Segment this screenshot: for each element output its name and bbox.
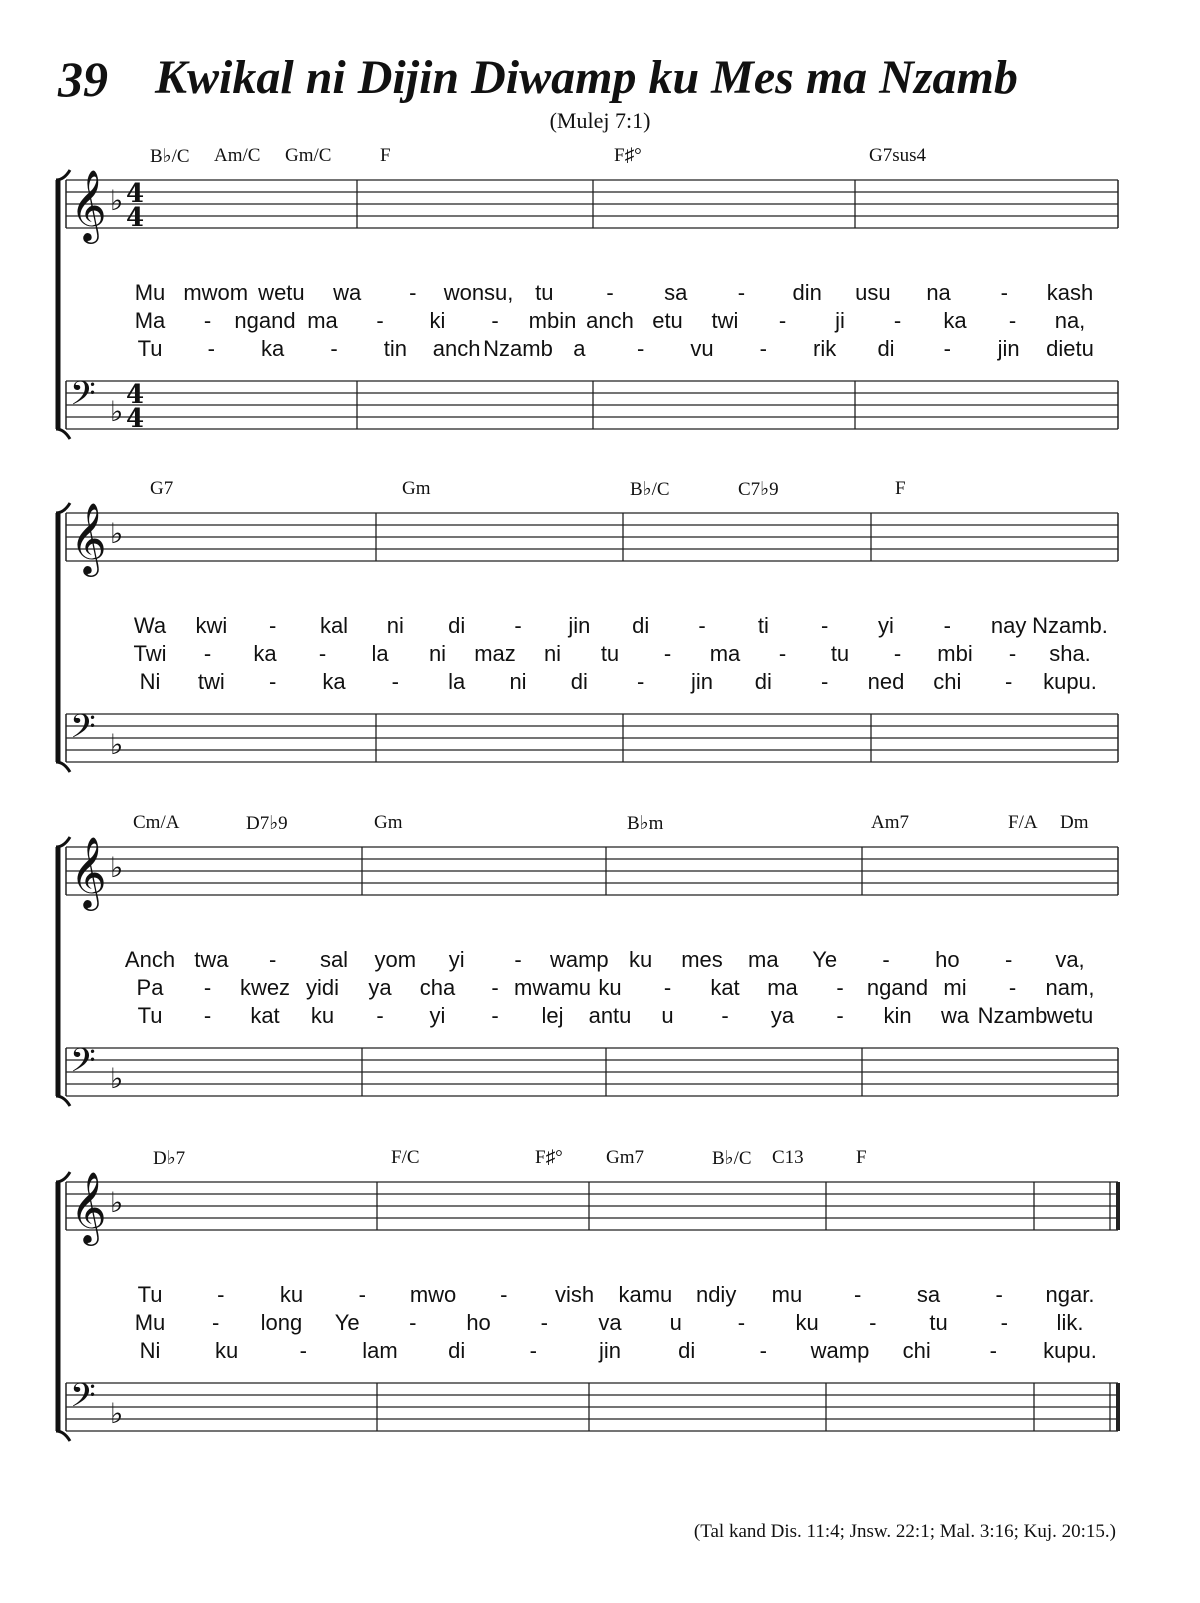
lyric-syllable: - bbox=[1000, 280, 1008, 305]
lyric-syllable: ya bbox=[770, 1003, 795, 1028]
chord-symbol: F/C bbox=[391, 1147, 420, 1168]
treble-clef-icon: 𝄞 bbox=[70, 168, 107, 241]
lyric-syllable: u bbox=[669, 1310, 682, 1335]
lyric-syllable: anch bbox=[432, 336, 481, 361]
lyric-syllable: kat bbox=[250, 1003, 280, 1028]
lyric-syllable: tu bbox=[600, 641, 620, 666]
key-signature-flat-icon: ♭ bbox=[110, 184, 124, 217]
lyric-syllable: yi bbox=[429, 1003, 446, 1028]
chord-symbol: Gm bbox=[374, 812, 403, 833]
lyric-syllable: - bbox=[820, 669, 829, 694]
title-row bbox=[58, 50, 1158, 114]
lyric-syllable: kamu bbox=[618, 1282, 673, 1307]
lyric-syllable: va bbox=[598, 1310, 622, 1335]
lyric-syllable: ka bbox=[261, 336, 285, 361]
lyric-syllable: - bbox=[636, 669, 645, 694]
chord-symbol: Cm/A bbox=[133, 812, 180, 833]
chord-symbol: F bbox=[895, 478, 906, 499]
music-system bbox=[0, 1147, 1200, 1457]
lyric-syllable: twa bbox=[194, 947, 229, 972]
lyric-syllable: - bbox=[836, 975, 844, 1000]
lyric-syllable: Nzamb bbox=[483, 336, 553, 361]
lyric-syllable: lik. bbox=[1056, 1310, 1084, 1335]
lyric-syllable: mes bbox=[681, 947, 723, 972]
lyric-syllable: Ma bbox=[134, 308, 166, 333]
lyric-syllable: sha. bbox=[1049, 641, 1091, 666]
lyric-syllable: - bbox=[207, 336, 215, 361]
lyric-syllable: kupu. bbox=[1043, 1338, 1097, 1363]
chord-symbol: Gm/C bbox=[285, 145, 332, 166]
lyric-syllable: nam, bbox=[1045, 975, 1095, 1000]
lyric-syllable: ned bbox=[867, 669, 905, 694]
lyric-syllable: kupu. bbox=[1043, 669, 1097, 694]
lyric-syllable: sa bbox=[664, 280, 688, 305]
lyric-syllable: ho bbox=[466, 1310, 491, 1335]
time-signature-digit: 4 bbox=[126, 179, 145, 209]
lyric-syllable: - bbox=[299, 1338, 307, 1363]
chord-symbol: F bbox=[856, 1147, 867, 1168]
chord-symbol: Gm bbox=[402, 478, 431, 499]
lyric-line-verse-1 bbox=[0, 280, 1200, 308]
lyric-line-verse-3 bbox=[0, 336, 1200, 364]
lyric-syllable: - bbox=[1004, 947, 1013, 972]
key-signature-flat-icon: ♭ bbox=[110, 1397, 124, 1430]
chord-symbol: D♭7 bbox=[153, 1148, 186, 1169]
lyric-syllable: - bbox=[268, 613, 277, 638]
lyric-syllable: Ye bbox=[812, 947, 838, 972]
treble-clef-icon: 𝄞 bbox=[70, 501, 107, 574]
lyric-syllable: ni bbox=[428, 641, 447, 666]
lyric-syllable: - bbox=[318, 641, 327, 666]
key-signature-flat-icon: ♭ bbox=[110, 1186, 124, 1219]
lyric-syllable: yi bbox=[878, 613, 894, 638]
lyric-syllable: yidi bbox=[305, 975, 340, 1000]
chord-symbol: F bbox=[380, 145, 391, 166]
hymn-number: 39 bbox=[58, 51, 108, 107]
lyric-syllable: ka bbox=[943, 308, 967, 333]
lyric-syllable: din bbox=[792, 280, 822, 305]
lyric-syllable: Anch bbox=[124, 947, 176, 972]
lyric-syllable: Nzamb bbox=[977, 1003, 1048, 1028]
lyric-syllable: ni bbox=[543, 641, 562, 666]
lyric-syllable: antu bbox=[588, 1003, 632, 1028]
lyric-syllable: - bbox=[1000, 1310, 1008, 1335]
lyric-syllable: di bbox=[632, 613, 650, 638]
lyric-syllable: Wa bbox=[133, 613, 167, 638]
lyric-syllable: - bbox=[606, 280, 614, 305]
lyric-syllable: tin bbox=[383, 336, 407, 361]
lyric-syllable: - bbox=[376, 308, 384, 333]
lyric-syllable: Nzamb. bbox=[1032, 613, 1108, 638]
lyric-syllable: - bbox=[391, 669, 399, 694]
lyric-line-verse-3 bbox=[0, 1003, 1200, 1031]
chord-symbol: F/A bbox=[1008, 812, 1038, 833]
lyric-syllable: ku bbox=[629, 947, 653, 972]
lyric-syllable: ka bbox=[322, 669, 346, 694]
lyric-syllable: mi bbox=[943, 975, 967, 1000]
lyric-line-verse-3 bbox=[0, 1338, 1200, 1366]
lyric-syllable: kin bbox=[883, 1003, 912, 1028]
lyric-syllable: maz bbox=[474, 641, 516, 666]
bass-clef-icon: 𝄢 bbox=[70, 375, 96, 421]
footer-references: (Tal kand Dis. 11:4; Jnsw. 22:1; Mal. 3:16; Kuj. 20:15.) bbox=[693, 1521, 1116, 1542]
lyric-syllable: kal bbox=[319, 613, 349, 638]
lyric-syllable: - bbox=[358, 1282, 366, 1307]
lyric-syllable: ni bbox=[509, 669, 527, 694]
lyric-syllable: - bbox=[820, 613, 829, 638]
lyric-syllable: ka bbox=[253, 641, 277, 666]
lyric-syllable: mwamu bbox=[513, 975, 592, 1000]
lyric-syllable: Tu bbox=[137, 336, 163, 361]
lyric-line-verse-1 bbox=[0, 947, 1200, 975]
lyric-syllable: - bbox=[778, 641, 787, 666]
chord-symbol: C13 bbox=[772, 1147, 804, 1168]
lyric-syllable: ku bbox=[279, 1282, 304, 1307]
lyric-syllable: mbi bbox=[937, 641, 973, 666]
lyric-syllable: wetu bbox=[258, 280, 305, 305]
lyric-syllable: - bbox=[268, 669, 277, 694]
lyric-syllable: - bbox=[1008, 975, 1017, 1000]
lyric-syllable: ma bbox=[748, 947, 779, 972]
treble-clef-icon: 𝄞 bbox=[70, 835, 107, 908]
lyric-syllable: - bbox=[869, 1310, 877, 1335]
lyric-syllable: - bbox=[1008, 308, 1017, 333]
lyric-syllable: - bbox=[663, 641, 672, 666]
lyric-syllable: ji bbox=[835, 308, 845, 333]
lyric-syllable: - bbox=[737, 1310, 746, 1335]
lyric-syllable: - bbox=[409, 1310, 417, 1335]
lyric-syllable: yom bbox=[374, 947, 417, 972]
lyric-syllable: - bbox=[376, 1003, 384, 1028]
lyric-syllable: mwom bbox=[183, 280, 249, 305]
chord-symbol: B♭/C bbox=[630, 479, 670, 500]
lyric-syllable: etu bbox=[652, 308, 683, 333]
bass-clef-icon: 𝄢 bbox=[70, 1377, 96, 1423]
lyric-line-verse-2 bbox=[0, 1310, 1200, 1338]
lyric-syllable: - bbox=[409, 280, 417, 305]
lyric-syllable: Ni bbox=[139, 1338, 161, 1363]
chord-symbol: Gm7 bbox=[606, 1147, 644, 1168]
lyric-syllable: - bbox=[893, 641, 902, 666]
lyric-syllable: na bbox=[926, 280, 951, 305]
lyric-syllable: ma bbox=[709, 641, 741, 666]
chord-symbol: B♭m bbox=[627, 813, 664, 834]
lyric-line-verse-2 bbox=[0, 641, 1200, 669]
lyric-syllable: ku bbox=[215, 1338, 239, 1363]
lyric-syllable: - bbox=[759, 1338, 767, 1363]
lyric-syllable: tu bbox=[535, 280, 554, 305]
lyric-syllable: long bbox=[260, 1310, 303, 1335]
lyric-syllable: ngand bbox=[234, 308, 296, 333]
lyric-syllable: ngand bbox=[866, 975, 929, 1000]
lyric-syllable: tu bbox=[929, 1310, 948, 1335]
lyric-syllable: Twi bbox=[133, 641, 167, 666]
lyric-syllable: kwi bbox=[195, 613, 228, 638]
key-signature-flat-icon: ♭ bbox=[110, 1062, 124, 1095]
lyric-syllable: twi bbox=[711, 308, 739, 333]
scripture-reference: (Mulej 7:1) bbox=[549, 108, 651, 133]
key-signature-flat-icon: ♭ bbox=[110, 851, 124, 884]
lyric-syllable: ku bbox=[598, 975, 622, 1000]
lyric-line-verse-2 bbox=[0, 975, 1200, 1003]
lyric-syllable: Mu bbox=[134, 1310, 166, 1335]
lyric-syllable: di bbox=[754, 669, 772, 694]
lyric-syllable: va, bbox=[1055, 947, 1085, 972]
chord-symbol: B♭/C bbox=[150, 146, 190, 167]
lyric-syllable: - bbox=[836, 1003, 844, 1028]
lyric-syllable: usu bbox=[855, 280, 891, 305]
lyric-syllable: kwez bbox=[239, 975, 291, 1000]
chord-symbol: D7♭9 bbox=[246, 813, 288, 834]
lyric-syllable: - bbox=[636, 336, 645, 361]
lyric-syllable: - bbox=[217, 1282, 225, 1307]
lyric-syllable: Tu bbox=[137, 1003, 163, 1028]
lyric-syllable: di bbox=[570, 669, 588, 694]
chord-symbol: G7 bbox=[150, 478, 174, 499]
lyric-syllable: Ni bbox=[139, 669, 161, 694]
lyric-syllable: anch bbox=[586, 308, 634, 333]
lyric-syllable: ma bbox=[307, 308, 338, 333]
key-signature-flat-icon: ♭ bbox=[110, 395, 124, 428]
lyric-syllable: di bbox=[448, 1338, 466, 1363]
lyric-syllable: di bbox=[678, 1338, 696, 1363]
lyric-syllable: vu bbox=[690, 336, 714, 361]
lyric-syllable: Mu bbox=[134, 280, 166, 305]
lyric-syllable: wamp bbox=[810, 1338, 870, 1363]
lyric-syllable: - bbox=[330, 336, 338, 361]
music-system bbox=[0, 812, 1200, 1122]
lyric-syllable: wetu bbox=[1046, 1003, 1094, 1028]
lyric-syllable: u bbox=[661, 1003, 674, 1028]
lyric-syllable: vish bbox=[555, 1282, 595, 1307]
chord-symbol: Am7 bbox=[871, 812, 909, 833]
lyric-syllable: - bbox=[203, 308, 212, 333]
lyric-syllable: na, bbox=[1054, 308, 1086, 333]
lyric-syllable: - bbox=[203, 641, 212, 666]
lyric-syllable: - bbox=[212, 1310, 220, 1335]
chord-symbol: Dm bbox=[1060, 812, 1089, 833]
lyric-syllable: jin bbox=[568, 613, 591, 638]
key-signature-flat-icon: ♭ bbox=[110, 728, 124, 761]
lyric-syllable: kat bbox=[710, 975, 740, 1000]
lyric-syllable: rik bbox=[813, 336, 837, 361]
lyric-line-verse-1 bbox=[0, 613, 1200, 641]
lyric-syllable: lam bbox=[362, 1338, 398, 1363]
lyric-syllable: la bbox=[371, 641, 389, 666]
lyric-syllable: wamp bbox=[549, 947, 609, 972]
lyric-syllable: jin bbox=[598, 1338, 622, 1363]
chord-symbol: F♯° bbox=[614, 145, 642, 166]
lyric-syllable: chi bbox=[902, 1338, 931, 1363]
lyric-syllable: - bbox=[529, 1338, 537, 1363]
lyric-syllable: kash bbox=[1046, 280, 1094, 305]
lyric-syllable: lej bbox=[541, 1003, 564, 1028]
time-signature-digit: 4 bbox=[126, 404, 145, 434]
lyric-syllable: la bbox=[448, 669, 466, 694]
lyric-syllable: ki bbox=[429, 308, 446, 333]
lyric-syllable: ya bbox=[368, 975, 392, 1000]
lyric-syllable: ma bbox=[767, 975, 798, 1000]
lyric-syllable: Pa bbox=[136, 975, 164, 1000]
lyric-syllable: chi bbox=[933, 669, 962, 694]
bass-clef-icon: 𝄢 bbox=[70, 708, 96, 754]
lyric-syllable: - bbox=[514, 613, 522, 638]
lyric-line-verse-2 bbox=[0, 308, 1200, 336]
lyric-syllable: Tu bbox=[137, 1282, 163, 1307]
lyric-syllable: - bbox=[778, 308, 787, 333]
music-system bbox=[0, 478, 1200, 788]
lyric-syllable: - bbox=[1008, 641, 1017, 666]
lyric-syllable: tu bbox=[830, 641, 850, 666]
lyric-syllable: Ye bbox=[334, 1310, 360, 1335]
lyric-syllable: ho bbox=[935, 947, 960, 972]
chord-symbol: B♭/C bbox=[712, 1148, 752, 1169]
lyric-syllable: - bbox=[1004, 669, 1013, 694]
lyric-syllable: mu bbox=[771, 1282, 803, 1307]
lyric-syllable: - bbox=[491, 308, 499, 333]
chord-symbol: G7sus4 bbox=[869, 145, 927, 166]
lyric-syllable: - bbox=[893, 308, 902, 333]
lyric-syllable: ni bbox=[386, 613, 404, 638]
lyric-syllable: - bbox=[943, 336, 951, 361]
lyric-syllable: sa bbox=[916, 1282, 941, 1307]
lyric-syllable: twi bbox=[197, 669, 225, 694]
lyric-syllable: - bbox=[759, 336, 767, 361]
lyric-line-verse-3 bbox=[0, 669, 1200, 697]
lyric-syllable: wa bbox=[333, 280, 362, 305]
lyric-syllable: mbin bbox=[528, 308, 577, 333]
chord-symbol: Am/C bbox=[214, 145, 261, 166]
lyric-syllable: ndiy bbox=[695, 1282, 737, 1307]
hymn-title: Kwikal ni Dijin Diwamp ku Mes ma Nzamb bbox=[155, 51, 1018, 104]
lyric-syllable: - bbox=[882, 947, 890, 972]
music-system bbox=[0, 145, 1200, 455]
treble-clef-icon: 𝄞 bbox=[70, 1170, 107, 1243]
lyric-syllable: - bbox=[268, 947, 277, 972]
lyric-syllable: di bbox=[448, 613, 466, 638]
time-signature-digit: 4 bbox=[126, 203, 145, 233]
lyric-syllable: - bbox=[721, 1003, 729, 1028]
lyric-syllable: ngar. bbox=[1045, 1282, 1095, 1307]
lyric-syllable: ku bbox=[310, 1003, 335, 1028]
lyric-syllable: - bbox=[737, 280, 746, 305]
lyric-syllable: - bbox=[500, 1282, 508, 1307]
lyric-syllable: a bbox=[573, 336, 586, 361]
lyric-syllable: - bbox=[854, 1282, 862, 1307]
lyric-syllable: - bbox=[491, 1003, 499, 1028]
key-signature-flat-icon: ♭ bbox=[110, 517, 124, 550]
lyric-syllable: - bbox=[514, 947, 522, 972]
bass-clef-icon: 𝄢 bbox=[70, 1042, 96, 1088]
lyric-syllable: - bbox=[540, 1310, 548, 1335]
lyric-syllable: cha bbox=[419, 975, 456, 1000]
lyric-syllable: mwo bbox=[409, 1282, 457, 1307]
lyric-syllable: - bbox=[943, 613, 951, 638]
lyric-syllable: ku bbox=[795, 1310, 819, 1335]
lyric-syllable: - bbox=[203, 1003, 212, 1028]
lyric-syllable: di bbox=[877, 336, 895, 361]
lyric-syllable: jin bbox=[997, 336, 1020, 361]
lyric-syllable: yi bbox=[448, 947, 465, 972]
lyric-syllable: nay bbox=[990, 613, 1027, 638]
lyric-line-verse-1 bbox=[0, 1282, 1200, 1310]
lyric-syllable: dietu bbox=[1046, 336, 1094, 361]
lyric-syllable: - bbox=[989, 1338, 997, 1363]
chord-symbol: F♯° bbox=[535, 1147, 563, 1168]
lyric-syllable: wa bbox=[940, 1003, 970, 1028]
lyric-syllable: jin bbox=[690, 669, 714, 694]
chord-symbol: C7♭9 bbox=[738, 479, 779, 500]
time-signature-digit: 4 bbox=[126, 380, 145, 410]
lyric-syllable: - bbox=[698, 613, 706, 638]
lyric-syllable: - bbox=[203, 975, 212, 1000]
lyric-syllable: ti bbox=[757, 613, 769, 638]
lyric-syllable: sal bbox=[319, 947, 349, 972]
lyric-syllable: wonsu, bbox=[443, 280, 514, 305]
lyric-syllable: - bbox=[663, 975, 672, 1000]
lyric-syllable: - bbox=[995, 1282, 1003, 1307]
lyric-syllable: - bbox=[491, 975, 499, 1000]
